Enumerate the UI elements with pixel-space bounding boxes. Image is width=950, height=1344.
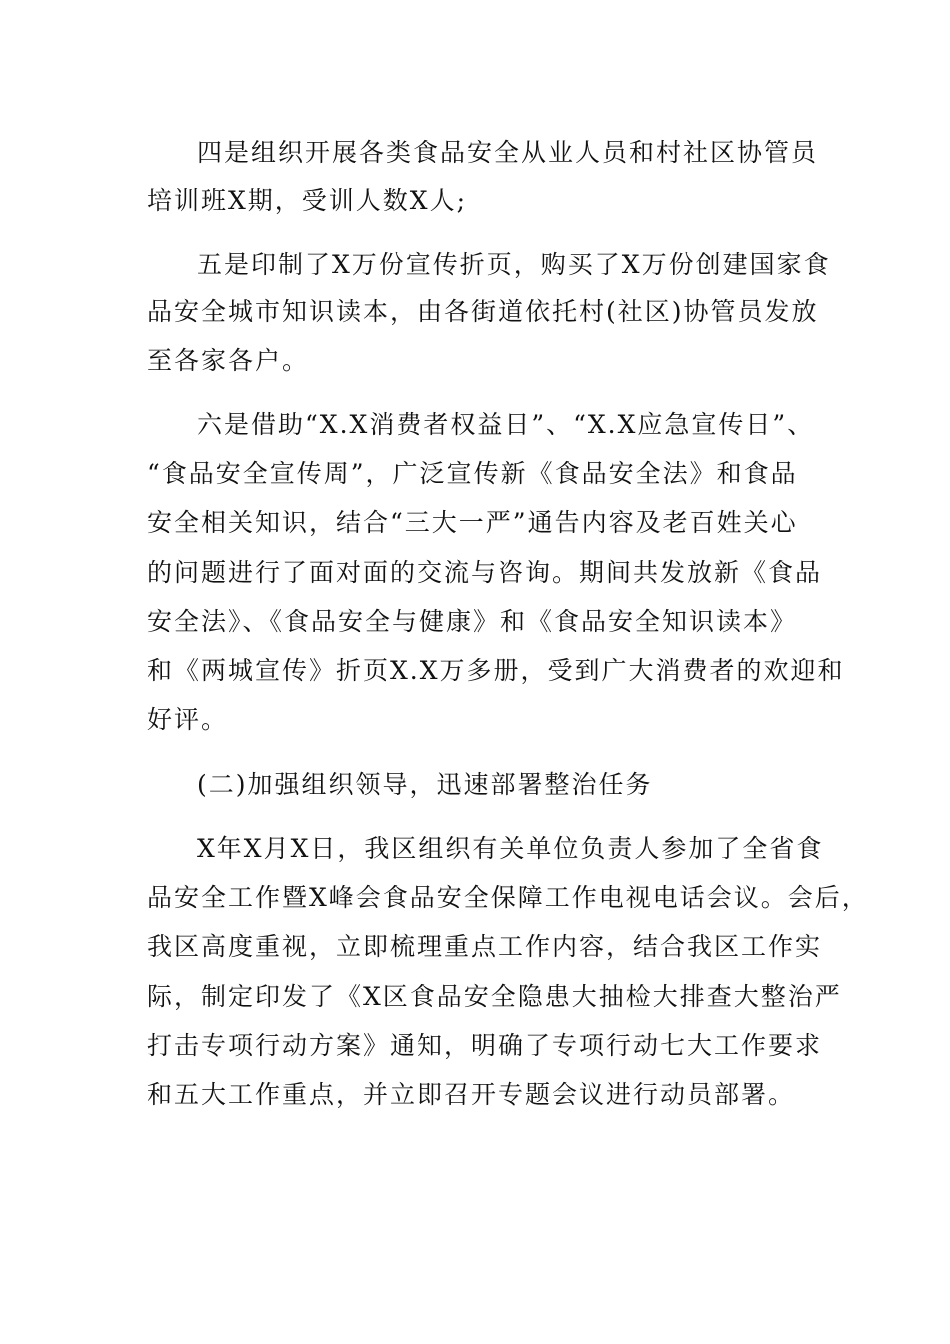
paragraph-line: 安全法》、《食品安全与健康》和《食品安全知识读本》 [147, 607, 798, 636]
paragraph-line: 的问题进行了面对面的交流与咨询。期间共发放新《食品 [147, 558, 823, 587]
paragraph-line: 五是印制了X万份宣传折页，购买了X万份创建国家食 [197, 250, 831, 279]
paragraph-line: 安全相关知识，结合“三大一严”通告内容及老百姓关心 [147, 508, 798, 537]
paragraph-line: 四是组织开展各类食品安全从业人员和村社区协管员 [197, 138, 819, 167]
paragraph-line: 我区高度重视，立即梳理重点工作内容，结合我区工作实 [147, 932, 823, 961]
paragraph-line: 至各家各户。 [147, 346, 310, 375]
paragraph-line: 打击专项行动方案》通知，明确了专项行动七大工作要求 [147, 1031, 823, 1060]
paragraph-line: 品安全城市知识读本，由各街道依托村(社区)协管员发放 [147, 297, 819, 326]
paragraph-line: 培训班X期，受训人数X人; [147, 186, 468, 215]
paragraph-line: “食品安全宣传周”，广泛宣传新《食品安全法》和食品 [147, 459, 798, 488]
paragraph-line: 和五大工作重点，并立即召开专题会议进行动员部署。 [147, 1080, 796, 1109]
paragraph-line: 好评。 [147, 705, 229, 734]
paragraph-line: 和《两城宣传》折页X.X万多册，受到广大消费者的欢迎和 [147, 656, 845, 685]
paragraph-line: 品安全工作暨X峰会食品安全保障工作电视电话会议。会后， [147, 883, 869, 912]
paragraph-line: 六是借助“X.X消费者权益日”、“X.X应急宣传日”、 [197, 410, 815, 439]
section-heading: (二)加强组织领导，迅速部署整治任务 [197, 770, 653, 799]
paragraph-line: X年X月X日，我区组织有关单位负责人参加了全省食 [197, 834, 824, 863]
paragraph-line: 际，制定印发了《X区食品安全隐患大抽检大排查大整治严 [147, 982, 842, 1011]
